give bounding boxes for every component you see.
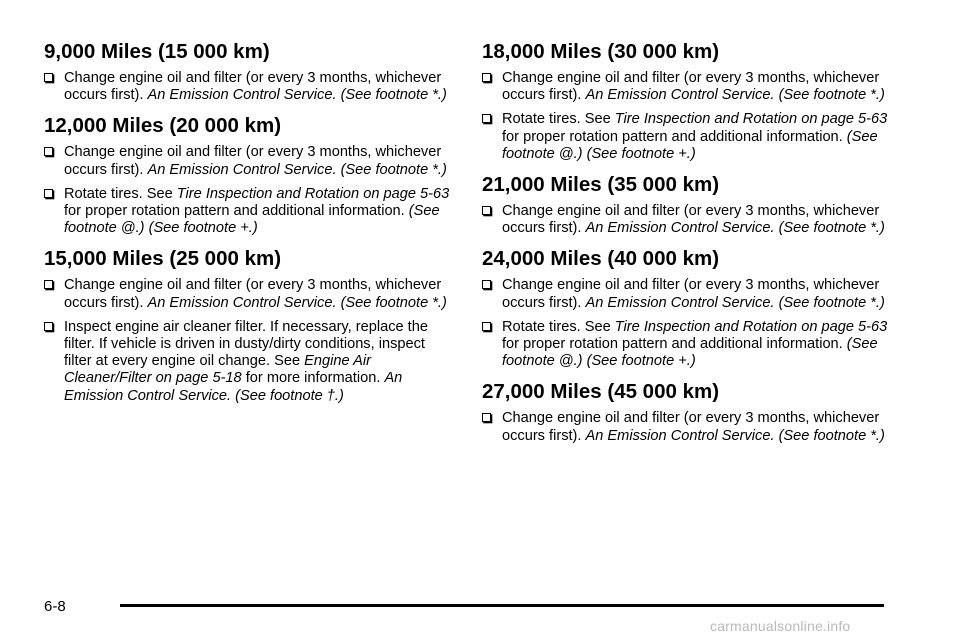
section-heading: 15,000 Miles (25 000 km) <box>44 247 282 271</box>
checklist-item <box>44 319 456 405</box>
checkbox-icon <box>44 322 53 331</box>
item-reference: (See footnote @.) (See footnote +.) <box>502 128 878 162</box>
checklist-item <box>44 144 456 178</box>
cross-reference-link[interactable]: Tire Inspection and Rotation on page 5-63 <box>614 318 888 335</box>
checkbox-icon <box>44 280 53 289</box>
item-reference: An Emission Control Service. (See footnote *.) <box>585 87 885 104</box>
item-reference: An Emission Control Service. (See footnote †.) <box>64 370 403 404</box>
checkbox-icon <box>482 413 491 422</box>
item-text: Change engine oil and filter (or every 3 months, whichever occurs first). <box>502 277 880 311</box>
item-reference: An Emission Control Service. (See footnote *.) <box>147 294 447 311</box>
service-interval-12000 <box>44 114 456 237</box>
checklist-item <box>482 70 894 104</box>
item-text: Change engine oil and filter (or every 3 months, whichever occurs first). <box>502 70 880 104</box>
watermark: carmanualsonline.info <box>710 618 851 634</box>
right-column <box>482 40 894 455</box>
checklist-item <box>44 70 456 104</box>
checklist-item <box>482 277 894 311</box>
page-number: 6-8 <box>44 598 66 615</box>
checkbox-icon <box>44 147 53 156</box>
service-interval-15000 <box>44 247 456 404</box>
item-text: Change engine oil and filter (or every 3 months, whichever occurs first). <box>502 410 880 444</box>
section-heading: 24,000 Miles (40 000 km) <box>482 247 720 271</box>
section-heading: 18,000 Miles (30 000 km) <box>482 40 720 63</box>
checkbox-icon <box>482 114 491 123</box>
item-text: Rotate tires. See <box>502 318 611 335</box>
item-reference: An Emission Control Service. (See footnote *.) <box>585 427 885 444</box>
checklist-item <box>44 277 456 311</box>
cross-reference-link[interactable]: Engine Air Cleaner/Filter on page 5-18 <box>64 353 371 387</box>
section-heading: 27,000 Miles (45 000 km) <box>482 380 720 404</box>
cross-reference-link[interactable]: Tire Inspection and Rotation on page 5-63 <box>176 185 450 202</box>
footer-rule <box>120 604 884 607</box>
item-text: Rotate tires. See <box>502 111 611 128</box>
checklist-item <box>482 410 894 444</box>
item-text: Change engine oil and filter (or every 3 months, whichever occurs first). <box>64 144 442 178</box>
item-reference: An Emission Control Service. (See footnote *.) <box>585 220 885 237</box>
item-text: Change engine oil and filter (or every 3 months, whichever occurs first). <box>64 70 442 104</box>
checkbox-icon <box>482 73 491 82</box>
item-reference: (See footnote @.) (See footnote +.) <box>502 336 878 370</box>
checkbox-icon <box>482 280 491 289</box>
service-interval-21000 <box>482 173 894 237</box>
checklist-item <box>44 186 456 238</box>
service-interval-24000 <box>482 247 894 370</box>
service-interval-9000 <box>44 40 456 104</box>
item-text-continued: for proper rotation pattern and additional information. <box>502 336 843 353</box>
cross-reference-link[interactable]: Tire Inspection and Rotation on page 5-63 <box>614 111 888 128</box>
section-heading: 21,000 Miles (35 000 km) <box>482 173 720 197</box>
checkbox-icon <box>44 73 53 82</box>
item-reference: An Emission Control Service. (See footnote *.) <box>147 87 447 104</box>
item-text-continued: for proper rotation pattern and additional information. <box>64 203 405 220</box>
checkbox-icon <box>482 206 491 215</box>
service-interval-18000 <box>482 40 894 163</box>
item-text-continued: for more information. <box>245 370 381 387</box>
item-text: Change engine oil and filter (or every 3 months, whichever occurs first). <box>64 277 442 311</box>
item-text: Inspect engine air cleaner filter. If necessary, replace the filter. If vehicle is driven in dusty/dirty conditions, inspect filter at every engine oil change. See <box>64 318 428 370</box>
checkbox-icon <box>44 189 53 198</box>
item-reference: An Emission Control Service. (See footnote *.) <box>585 294 885 311</box>
section-heading: 9,000 Miles (15 000 km) <box>44 40 270 63</box>
checklist-item <box>482 203 894 237</box>
item-text-continued: for proper rotation pattern and additional information. <box>502 128 843 145</box>
item-text: Change engine oil and filter (or every 3 months, whichever occurs first). <box>502 203 880 237</box>
item-reference: (See footnote @.) (See footnote +.) <box>64 203 440 237</box>
section-heading: 12,000 Miles (20 000 km) <box>44 114 282 138</box>
service-interval-27000 <box>482 380 894 444</box>
checklist-item <box>482 111 894 163</box>
checkbox-icon <box>482 322 491 331</box>
left-column <box>44 40 456 415</box>
item-reference: An Emission Control Service. (See footnote *.) <box>147 161 447 178</box>
item-text: Rotate tires. See <box>64 185 173 202</box>
checklist-item <box>482 319 894 371</box>
